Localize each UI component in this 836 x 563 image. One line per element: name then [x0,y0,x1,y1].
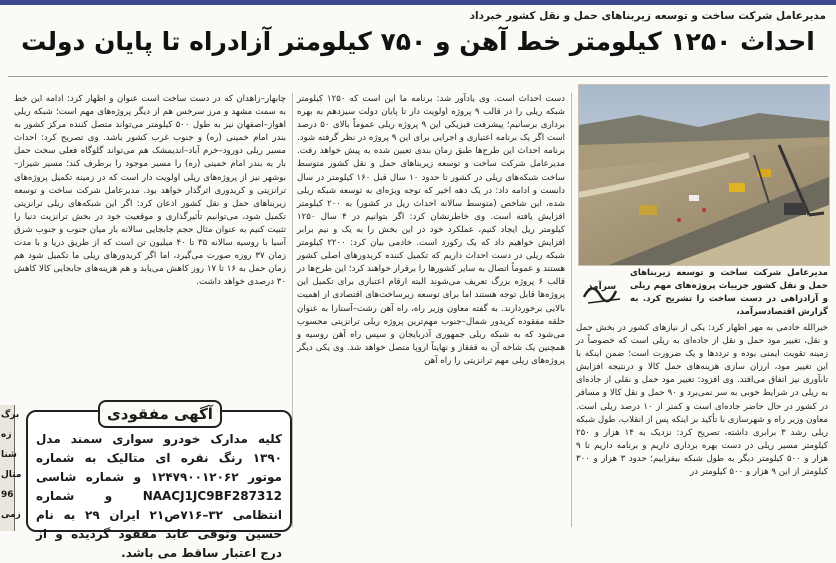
column-text: چابهار–زاهدان که در دست ساخت است عنوان و اظهار کرد: ادامه این خط به سمت مشهد و مرز سرخس هم از دیگر پروژه‌های مهم است؛ شبکه ریلی اهواز–اصفهان نیز به طول ۵۰۰ کیلومتر می‌تواند متصل کننده مرکز کشور به بندر امام خمینی (ره) و جنوب غرب کشور باشد. وی تصریح کرد: احداث مسیر ریلی دورود–خرم آباد–اندیمشک هم می‌تواند گلوگاه فعلی سخت حمل بار به بندر امام خمینی (ره) را مسیر موجود را برطرف کند؛ مسیر شیراز–بوشهر نیز از پروژه‌های ریلی اولویت دار است که در زمینه تکمیل پروژه‌های ترانزیتی و کریدوری اثرگذار خواهد بود. مدیرعامل شرکت ساخت و توسعه زیربناهای حمل و نقل کشور اذعان کرد: اگر این شبکه‌های ریلی ترانزیتی تکمیل شود، می‌توانیم تأثیرگذاری و موقعیت خود در بخش ترانزیت دنیا را تثبیت کنیم به عنوان مثال حجم جابجایی سالانه بار میان جنوب و جنوب شرق آسیا با روسیه سالانه ۳۵ تا ۴۰ میلیون تن است که از طریق دریا و با مدت زمان ۳۷ روزه صورت می‌گیرد، اما اگر کریدورهای ریلی ما تکمیل شود هم زمان حمل به ۱۶ تا ۱۷ روز کاهش می‌یابد و هم هزینه‌های جابجایی کالا کاهش ۳۰ درصدی خواهد داشت. [14,94,287,288]
headline-divider [8,76,828,77]
construction-photo [578,84,830,266]
adjacent-page-edge [0,405,22,531]
photo-caption-block [576,267,828,317]
edge-fragment: 96 [1,490,14,500]
signature-text: سرآمد [587,282,617,292]
kicker: مدیرعامل شرکت ساخت و توسعه زیربناهای حمل و نقل کشور خبرداد [469,10,826,22]
edge-fragment: شنا [1,450,17,460]
article-column-right [576,322,828,527]
article-column-left [14,93,286,370]
ad-title: آگهی مفقودی [98,400,222,428]
edge-fragment: زه [1,430,12,440]
column-divider [292,93,293,527]
top-color-bar [0,0,836,5]
column-divider [571,93,572,527]
photo-caption: مدیرعامل شرکت ساخت و توسعه زیربناهای حمل و نقل کشور جزییات پروژه‌های مهم ریلی و آزادراهی در دست ساخت را تشریح کرد. به گزارش اقتصادسرآمد، [630,268,828,317]
lost-documents-ad [26,405,292,560]
publication-signature [580,273,624,309]
edge-fragment: متال [1,470,22,480]
column-text: دست احداث است. وی یادآور شد: برنامه ما این است که ۱۲۵۰ کیلومتر شبکه ریلی را در قالب ۹ پروژه اولویت دار تا پایان دولت سیزدهم به بهره برداری برسانیم؛ پیشرفت فیزیکی این ۹ پروژه ریلی عموماً بالای ۵۰ درصد است اگر یک برنامه اعتباری و اجرایی برای این ۹ پروژه در نظر گرفته شود. برنامه احداث این طرح‌ها طبق زمان بندی تعیین شده به پیش خواهد رفت. مدیرعامل شرکت ساخت و توسعه زیربناهای حمل و نقل کشور متوسط ساخت شبکه‌های ریلی در کشور تا حدود ۱۰ سال قبل ۱۶۰ کیلومتر در سال دانست و ادامه داد: در یک دهه اخیر که توجه ویژه‌ای به توسعه شبکه ریلی شده، این شاخص (متوسط سالانه احداث ریل در کشور) به ۲۰۰ کیلومتر افزایش یافته است. وی خاطرنشان کرد: اگر بتوانیم در ۴ سال ۱۲۵۰ کیلومتر ریل ایجاد کنیم، عملکرد خود در این بخش را به یک و نیم برابر افزایش خواهیم داد که یک رکورد است. خادمی بیان کرد: ۲۲۰۰ کیلومتر شبکه ریلی در دست احداث داریم که تکمیل کننده کریدورهای اصلی کشور هستند و عموماً اتصال به سایر کشورها را برقرار خواهند کرد؛ این طرح‌ها در قالب ۶ پروژه بزرگ تعریف می‌شوند البته ارقام اعتباری برای تکمیل این پروژه‌ها قابل توجه هستند اما برای توسعه زیرساخت‌های اقتصادی از اهمیت بالایی برخوردارند. به گفته معاون وزیر راه، راه آهن رشت–آستارا به عنوان حلقه مفقوده کریدور شمال–جنوب مهم‌ترین پروژه ریلی ترانزیتی محسوب می‌شود که به شبکه ریلی جمهوری آذربایجان و سپس راه آهن روسیه و همچنین یک شاخه آن به قفقاز و نهایتاً اروپا متصل خواهد شد. وی یکی دیگر پروژه‌های ریلی مهم ترانزیتی را راه آهن [297,94,566,366]
edge-fragment: برگ [1,410,20,420]
headline: احداث ۱۲۵۰ کیلومتر خط آهن و ۷۵۰ کیلومتر آزادراه تا پایان دولت [21,27,815,56]
edge-fragment: زمی [1,510,21,520]
article-column-middle [297,93,565,527]
ad-body: کلیه مدارک خودرو سواری سمند مدل ۱۳۹۰ رنگ نقره ای متالیک به شماره موتور ۱۲۴۷۹۰۰۱۲۰۶۲ و شماره شاسی NAACJ1JC9BF287312 و شماره انتظامی ۳۲–۷۱۶ص۲۱ ایران ۲۹ به نام حسین وثوقی عابد مفقود گردیده و از درج اعتبار ساقط می باشد. [36,432,282,560]
column-text: خیرالله خادمی به مهر اظهار کرد: یکی از نیازهای کشور در بخش حمل و نقل، تغییر مود حمل و نقل از جاده‌ای به ریلی است که خصوصاً در زمینه تقویت ایمنی بوده و ترددها و یک ضرورت است؛ ضمن اینکه با این تغییر مود، ارزان سازی هزینه‌های حمل کالا و درنتیجه افزایش تابآوری نیز اتفاق می‌افتد. وی افزود: تغییر مود حمل و نقلی از جاده‌ای به ریلی در شرایط خوبی به سر نمی‌برد و ۹۰ حمل و نقل کالا و مسافر در کشور در حال حاضر جاده‌ای است و کمتر از ۱۰ درصد ریلی است. معاون وزیر راه و شهرسازی با تأکید بر اینکه پس از انقلاب، طول شبکه ریلی رشد ۳ برابری داشته، تصریح کرد: نزدیک به ۱۴ هزار و ۲۵۰ کیلومتر مسیر ریلی در دست بهره برداری داریم و برنامه داریم تا ۹ هزار و ۵۰۰ کیلومتر دیگر به طول شبکه بیفزاییم؛ حدود ۳ هزار و ۳۰۰ کیلومتر از این ۹ هزار و ۵۰۰ کیلومتر در [576,323,829,478]
